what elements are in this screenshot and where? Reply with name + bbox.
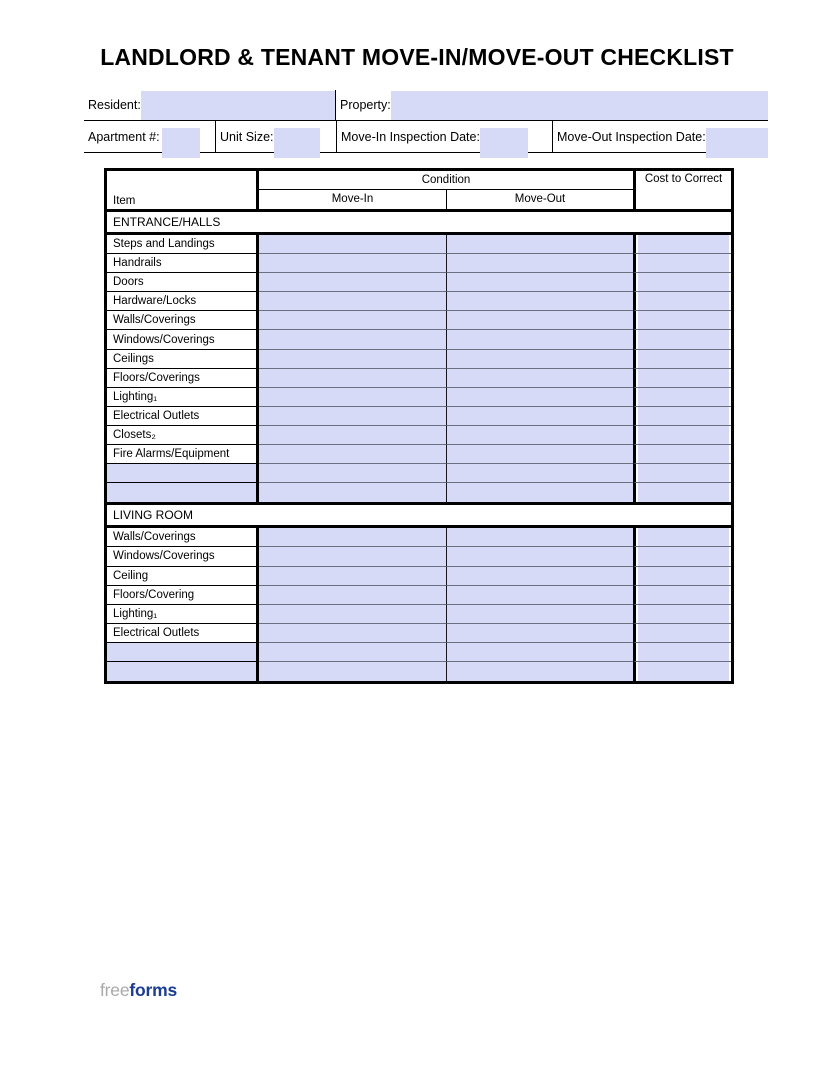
move-out-condition-field[interactable] <box>447 407 633 426</box>
move-in-condition-field[interactable] <box>259 407 447 426</box>
checklist-row <box>107 273 731 292</box>
move-in-date-cell <box>336 121 552 152</box>
item-label: Electrical Outlets <box>107 624 259 643</box>
item-label: Lighting₁ <box>107 605 259 624</box>
cost-field-fill <box>638 426 729 444</box>
checklist-row <box>107 292 731 311</box>
item-input-field[interactable] <box>107 483 259 502</box>
cost-to-correct-field[interactable] <box>633 483 731 502</box>
item-label: Doors <box>107 273 259 292</box>
checklist-row <box>107 369 731 388</box>
cost-to-correct-column-header: Cost to Correct <box>633 171 731 209</box>
resident-label: Resident: <box>88 98 141 112</box>
cost-field-fill <box>638 464 729 482</box>
logo-text-free: free <box>100 980 130 1000</box>
checklist-row <box>107 483 731 502</box>
move-in-condition-field[interactable] <box>259 464 447 483</box>
move-in-condition-field[interactable] <box>259 388 447 407</box>
move-out-date-label: Move-Out Inspection Date: <box>557 129 706 144</box>
move-in-condition-field[interactable] <box>259 254 447 273</box>
cost-to-correct-field[interactable] <box>633 445 731 464</box>
resident-input-field[interactable] <box>141 91 335 120</box>
move-in-condition-field[interactable] <box>259 235 447 254</box>
move-out-condition-field[interactable] <box>447 586 633 605</box>
property-input-field[interactable] <box>391 91 768 120</box>
cost-to-correct-field[interactable] <box>633 426 731 445</box>
unit-size-cell <box>215 121 336 152</box>
property-label: Property: <box>340 98 391 112</box>
move-in-condition-field[interactable] <box>259 330 447 349</box>
freeforms-logo <box>100 980 177 1001</box>
checklist-row <box>107 547 731 566</box>
cost-field-fill <box>638 273 729 291</box>
table-section <box>107 502 731 681</box>
move-in-condition-field[interactable] <box>259 662 447 681</box>
move-in-condition-field[interactable] <box>259 311 447 330</box>
move-out-condition-field[interactable] <box>447 388 633 407</box>
move-out-condition-field[interactable] <box>447 605 633 624</box>
move-out-condition-field[interactable] <box>447 624 633 643</box>
cost-field-fill <box>638 605 729 623</box>
condition-column-header: Condition <box>259 171 633 190</box>
move-out-condition-field[interactable] <box>447 445 633 464</box>
move-in-condition-field[interactable] <box>259 369 447 388</box>
item-label: Handrails <box>107 254 259 273</box>
move-in-condition-field[interactable] <box>259 273 447 292</box>
move-out-condition-field[interactable] <box>447 464 633 483</box>
checklist-row <box>107 311 731 330</box>
cost-field-fill <box>638 369 729 387</box>
cost-field-fill <box>638 445 729 463</box>
move-out-condition-field[interactable] <box>447 547 633 566</box>
move-out-condition-field[interactable] <box>447 426 633 445</box>
cost-field-fill <box>638 643 729 661</box>
info-row-2 <box>84 121 768 153</box>
checklist-sections <box>107 209 731 681</box>
unit-size-input-field[interactable] <box>274 128 320 158</box>
checklist-table <box>104 168 734 684</box>
cost-field-fill <box>638 624 729 642</box>
item-label: Steps and Landings <box>107 235 259 254</box>
move-out-condition-field[interactable] <box>447 330 633 349</box>
apartment-number-label: Apartment #: <box>88 129 160 144</box>
checklist-row <box>107 528 731 547</box>
section-header: LIVING ROOM <box>107 502 731 528</box>
item-label: Electrical Outlets <box>107 407 259 426</box>
move-in-condition-field[interactable] <box>259 528 447 547</box>
cost-to-correct-field[interactable] <box>633 235 731 254</box>
section-header: ENTRANCE/HALLS <box>107 209 731 235</box>
cost-to-correct-field[interactable] <box>633 547 731 566</box>
move-in-condition-field[interactable] <box>259 292 447 311</box>
move-out-condition-field[interactable] <box>447 292 633 311</box>
table-section <box>107 209 731 502</box>
move-out-condition-field[interactable] <box>447 273 633 292</box>
cost-to-correct-field[interactable] <box>633 643 731 662</box>
item-label: Hardware/Locks <box>107 292 259 311</box>
cost-to-correct-field[interactable] <box>633 567 731 586</box>
checklist-row <box>107 662 731 681</box>
cost-field-fill <box>638 388 729 406</box>
cost-field-fill <box>638 330 729 348</box>
cost-to-correct-field[interactable] <box>633 388 731 407</box>
property-cell <box>336 90 768 120</box>
cost-to-correct-field[interactable] <box>633 350 731 369</box>
cost-to-correct-field[interactable] <box>633 528 731 547</box>
item-label: Walls/Coverings <box>107 528 259 547</box>
checklist-row <box>107 350 731 369</box>
item-label: Closets₂ <box>107 426 259 445</box>
cost-to-correct-field[interactable] <box>633 624 731 643</box>
cost-to-correct-field[interactable] <box>633 292 731 311</box>
cost-to-correct-field[interactable] <box>633 407 731 426</box>
move-in-condition-field[interactable] <box>259 643 447 662</box>
cost-field-fill <box>638 586 729 604</box>
cost-to-correct-field[interactable] <box>633 586 731 605</box>
move-out-condition-field[interactable] <box>447 528 633 547</box>
checklist-row <box>107 586 731 605</box>
move-out-condition-field[interactable] <box>447 254 633 273</box>
unit-size-label: Unit Size: <box>220 129 274 144</box>
move-out-date-cell <box>552 121 768 152</box>
checklist-row <box>107 567 731 586</box>
checklist-row <box>107 254 731 273</box>
cost-field-fill <box>638 350 729 368</box>
move-in-condition-field[interactable] <box>259 445 447 464</box>
item-column-header: Item <box>107 171 259 209</box>
item-label: Ceiling <box>107 567 259 586</box>
item-label: Floors/Coverings <box>107 369 259 388</box>
cost-field-fill <box>638 292 729 310</box>
checklist-row <box>107 605 731 624</box>
cost-to-correct-field[interactable] <box>633 662 731 681</box>
move-out-condition-field[interactable] <box>447 567 633 586</box>
move-in-condition-field[interactable] <box>259 567 447 586</box>
checklist-row <box>107 330 731 349</box>
move-out-condition-field[interactable] <box>447 643 633 662</box>
property-info-block <box>84 90 768 153</box>
logo-text-forms: forms <box>129 980 177 1000</box>
checklist-row <box>107 407 731 426</box>
apartment-cell <box>84 121 215 152</box>
checklist-row <box>107 445 731 464</box>
move-in-condition-field[interactable] <box>259 350 447 369</box>
move-out-condition-field[interactable] <box>447 662 633 681</box>
cost-field-fill <box>638 662 729 681</box>
cost-to-correct-field[interactable] <box>633 464 731 483</box>
item-label: Windows/Coverings <box>107 330 259 349</box>
move-out-date-input-field[interactable] <box>706 128 768 158</box>
cost-field-fill <box>638 254 729 272</box>
move-in-date-label: Move-In Inspection Date: <box>341 129 480 144</box>
item-label: Walls/Coverings <box>107 311 259 330</box>
item-label: Fire Alarms/Equipment <box>107 445 259 464</box>
cost-to-correct-field[interactable] <box>633 273 731 292</box>
item-label: Lighting₁ <box>107 388 259 407</box>
checklist-row <box>107 388 731 407</box>
checklist-row <box>107 235 731 254</box>
move-out-condition-field[interactable] <box>447 311 633 330</box>
cost-field-fill <box>638 483 729 502</box>
cost-to-correct-field[interactable] <box>633 330 731 349</box>
cost-field-fill <box>638 407 729 425</box>
item-label: Floors/Covering <box>107 586 259 605</box>
move-in-condition-field[interactable] <box>259 547 447 566</box>
apartment-number-input-field[interactable] <box>162 128 200 158</box>
cost-to-correct-field[interactable] <box>633 254 731 273</box>
item-input-field[interactable] <box>107 464 259 483</box>
table-header <box>107 171 731 209</box>
checklist-row <box>107 643 731 662</box>
item-input-field[interactable] <box>107 643 259 662</box>
item-label: Ceilings <box>107 350 259 369</box>
move-in-condition-field[interactable] <box>259 586 447 605</box>
move-in-condition-field[interactable] <box>259 605 447 624</box>
cost-to-correct-field[interactable] <box>633 369 731 388</box>
move-out-condition-field[interactable] <box>447 350 633 369</box>
move-out-condition-field[interactable] <box>447 369 633 388</box>
cost-to-correct-field[interactable] <box>633 311 731 330</box>
move-in-condition-field[interactable] <box>259 624 447 643</box>
resident-cell <box>84 90 336 120</box>
move-out-column-header: Move-Out <box>514 193 566 205</box>
move-in-condition-field[interactable] <box>259 483 447 502</box>
page-title: LANDLORD & TENANT MOVE-IN/MOVE-OUT CHECKLIST <box>100 44 734 70</box>
cost-field-fill <box>638 547 729 565</box>
checklist-row <box>107 624 731 643</box>
cost-to-correct-field[interactable] <box>633 605 731 624</box>
move-in-condition-field[interactable] <box>259 426 447 445</box>
info-row-1 <box>84 90 768 121</box>
move-out-condition-field[interactable] <box>447 483 633 502</box>
cost-field-fill <box>638 528 729 546</box>
move-in-date-input-field[interactable] <box>480 128 528 158</box>
cost-field-fill <box>638 567 729 585</box>
item-input-field[interactable] <box>107 662 259 681</box>
checklist-row <box>107 464 731 483</box>
cost-field-fill <box>638 311 729 329</box>
move-out-condition-field[interactable] <box>447 235 633 254</box>
item-label: Windows/Coverings <box>107 547 259 566</box>
cost-field-fill <box>638 235 729 253</box>
move-in-column-header: Move-In <box>259 190 447 209</box>
checklist-row <box>107 426 731 445</box>
